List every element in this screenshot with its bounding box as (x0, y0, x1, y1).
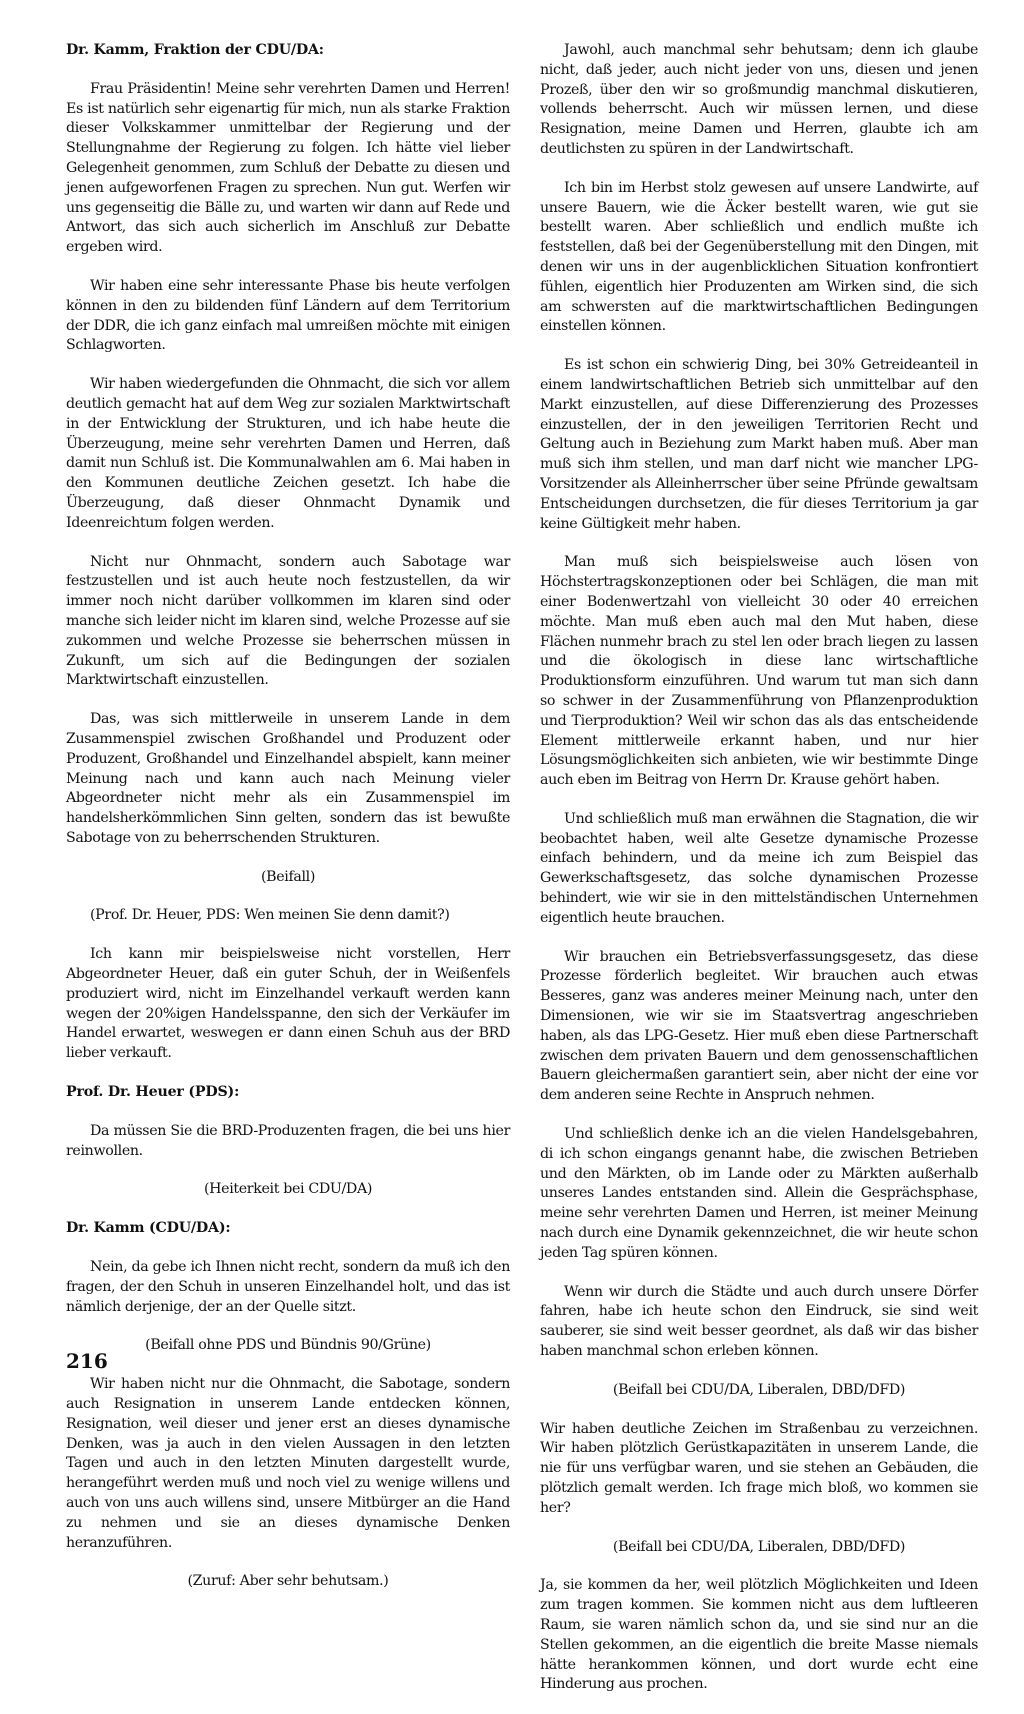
paragraph: Ich kann mir beispielsweise nicht vorstellen, Herr Abgeordneter Heuer, daß ein guter Schuh, der in Weißenfels produziert wird, nicht im Einzelhandel verkauft werden kann wegen der 20%igen Handelsspanne, den sich der Verkäufer im Handel erwartet, weswegen er dann einen Schuh aus der BRD lieber verkauft. (66, 946, 510, 1062)
paragraph: Wir haben eine sehr interessante Phase bis heute verfolgen können in den zu bildenden fünf Ländern auf dem Territorium der DDR, die ich ganz einfach mal umreißen möchte mit einigen Schlagworten. (66, 277, 510, 354)
left-column (66, 41, 510, 1611)
paragraph: Frau Präsidentin! Meine sehr verehrten Damen und Herren! Es ist natürlich sehr eigenartig für mich, nun als starke Fraktion dieser Volkskammer unmittelbar der Regierung und der Stellungnahme der Regierung zu folgen. Ich hätte viel lieber Gelegenheit genommen, zum Schluß der Debatte zu diesen und jenen aufgeworfenen Fragen zu sprechen. Nun gut. Werfen wir uns gegenseitig die Bälle zu, und warten wir dann auf Rede und Antwort, das sich auch sicherlich im Anschluß zur Debatte ergeben wird. (66, 80, 510, 256)
interjection: (Heiterkeit bei CDU/DA) (203, 1181, 373, 1198)
paragraph: Es ist schon ein schwierig Ding, bei 30% Getreideanteil in einem landwirtschaftlichen Betrieb sich unmittelbar auf den Markt einzustellen, auf diese Differenzierung des Prozesses einzustellen, der in den jeweiligen Territorien Recht und Geltung auch in Beziehung zum Markt haben muß. Aber man muß sich ihm stellen, und man darf nicht wie mancher LPG-Vorsitzender als Alleinherrscher über seine Pfründe gewaltsam Entscheidungen durchsetzen, die für dieses Territorium ja gar keine Gültigkeit mehr haben. (540, 357, 978, 532)
paragraph: Und schließlich muß man erwähnen die Stagnation, die wir beobachtet haben, weil alte Gesetze dynamische Prozesse einfach behindern, und da meine ich zum Beispiel das Gewerkschaftsgesetz, das solche dynamischen Prozesse behindert, wie wir sie in den mittelständischen Unternehmen eigentlich heute brauchen. (540, 810, 978, 926)
interjection: (Beifall) (260, 868, 316, 885)
right-column (540, 41, 978, 1714)
interjection: (Beifall bei CDU/DA, Liberalen, DBD/DFD) (612, 1538, 906, 1555)
paragraph: Wir haben nicht nur die Ohnmacht, die Sabotage, sondern auch Resignation in unserem Lande entdecken können, Resignation, weil dieser und jener erst an dieses dynamische Denken, was ja auch in den vielen Aussagen in den letzten Tagen und auch in den letzten Minuten dargestellt wurde, herangeführt werden muß und noch viel zu wenige willens und auch von uns auch willens sind, unsere Mitbürger an die Hand zu nehmen und sie an dieses dynamische Denken heranzuführen. (66, 1376, 510, 1551)
paragraph: Nein, da gebe ich Ihnen nicht recht, sondern da muß ich den fragen, der den Schuh in unseren Einzelhandel holt, und das ist nämlich derjenige, der an der Quelle sitzt. (66, 1259, 510, 1315)
paragraph: (Prof. Dr. Heuer, PDS: Wen meinen Sie denn damit?) (90, 907, 450, 924)
paragraph: Ja, sie kommen da her, weil plötzlich Möglichkeiten und Ideen zum tragen kommen. Sie kommen nicht aus dem luftleeren Raum, sie waren nämlich schon da, und sie sind nur an die Stellen gekommen, an die eigentlich die breite Masse niemals hätte herankommen können, und dort wurde echt eine Hinderung aus prochen. (540, 1577, 978, 1693)
paragraph: Wir haben wiedergefunden die Ohnmacht, die sich vor allem deutlich gemacht hat auf dem Weg zur sozialen Marktwirtschaft in der Entwicklung der Strukturen, und ich habe heute die Überzeugung, meine sehr verehrten Damen und Herren, daß damit nun Schluß ist. Die Kommunalwahlen am 6. Mai haben in den Kommunen deutliche Zeichen gesetzt. Ich habe die Überzeugung, daß dieser Ohnmacht Dynamik und Ideenreichtum folgen werden. (66, 376, 510, 531)
paragraph: Ich bin im Herbst stolz gewesen auf unsere Landwirte, auf unsere Bauern, wie die Äcker bestellt waren, wie gut sie bestellt waren. Aber schließlich und endlich mußte ich feststellen, daß bei der Gegenüberstellung mit den Dingen, mit denen wir uns in der augenblicklichen Situation konfrontiert fühlen, eigentlich hier Produzenten am Wirken sind, die sich am schwersten auf die marktwirtschaftlichen Bedingungen einstellen können. (540, 179, 978, 335)
paragraph: Das, was sich mittlerweile in unserem Lande in dem Zusammenspiel zwischen Großhandel und Produzent oder Produzent, Großhandel und Einzelhandel abspielt, kann meiner Meinung nach und kann auch nach Meinung vieler Abgeordneter nicht mehr als ein Zusammenspiel im handelsherkömmlichen Sinn gelten, sondern das ist bewußte Sabotage von zu beherrschenden Strukturen. (66, 711, 510, 846)
speaker-heading: Prof. Dr. Heuer (PDS): (66, 1084, 240, 1101)
paragraph: Man muß sich beispielsweise auch lösen von Höchstertragskonzeptionen oder bei Schlägen, die man mit einer Bodenwertzahl von vielleicht 30 oder 40 erreichen möchte. Man muß eben auch mal den Mut haben, diese Flächen nunmehr brach zu stel len oder brach liegen zu lassen und die ökologisch in diese lanc wirtschaftliche Produktionsform einzuführen. Und warum tut man sich dann so schwer in der Zusammenführung von Pflanzenproduktion und Tierproduktion? Weil wir schon das als das entscheidende Element mittlerweile erkannt haben, und nur hier Lösungsmöglichkeiten sich anbieten, wie wir bestimmte Dinge auch eben im Beitrag von Herrn Dr. Krause gehört haben. (540, 554, 978, 789)
interjection: (Beifall ohne PDS und Bündnis 90/Grüne) (145, 1337, 431, 1354)
paragraph: Da müssen Sie die BRD-Produzenten fragen, die bei uns hier reinwollen. (66, 1122, 510, 1159)
paragraph: Wenn wir durch die Städte und auch durch unsere Dörfer fahren, habe ich heute schon den Eindruck, sie sind weit sauberer, sie sind weit besser geordnet, als daß wir das bisher haben manchmal schon erleben können. (540, 1283, 978, 1360)
speaker-heading: Dr. Kamm (CDU/DA): (66, 1220, 231, 1237)
speaker-heading: Dr. Kamm, Fraktion der CDU/DA: (66, 42, 324, 58)
paragraph: Jawohl, auch manchmal sehr behutsam; denn ich glaube nicht, daß jeder, auch nicht jeder von uns, diesen und jenen Prozeß, über den wir so großmundig manchmal diskutieren, vollends beherrscht. Auch wir müssen lernen, und diese Resignation, meine Damen und Herren, glaubte ich am deutlichsten zu spüren in der Landwirtschaft. (540, 42, 978, 157)
page-number: 216 (66, 1349, 108, 1373)
paragraph: Nicht nur Ohnmacht, sondern auch Sabotage war festzustellen und ist auch heute noch festzustellen, da wir immer noch nicht darüber vollkommen im klaren sind oder manche sich leider nicht im klaren sind, welche Prozesse auf sie zukommen und welche Prozesse sie beherrschen müssen in Zukunft, um sich auf die Bedingungen der sozialen Marktwirtschaft einzustellen. (66, 553, 510, 689)
interjection: (Beifall bei CDU/DA, Liberalen, DBD/DFD) (612, 1381, 906, 1398)
paragraph: Wir haben deutliche Zeichen im Straßenbau zu verzeichnen. Wir haben plötzlich Gerüstkapazitäten in unserem Lande, die nie für uns verfügbar waren, und sie stehen an Gebäuden, die plötzlich gemalt werden. Ich frage mich bloß, wo kommen sie her? (540, 1420, 978, 1516)
paragraph: Wir brauchen ein Betriebsverfassungsgesetz, das diese Prozesse förderlich begleitet. Wir brauchen auch etwas Besseres, ganz was anderes meiner Meinung nach, unter den Dimensionen, wie wir sie im Staatsvertrag angeschrieben haben, als das LPG-Gesetz. Hier muß eben diese Partnerschaft zwischen dem privaten Bauern und dem genossenschaftlichen Bauern gleichermaßen garantiert sein, aber nicht der eine vor dem anderen seine Rechte in Anspruch nehmen. (540, 948, 978, 1104)
paragraph: Und schließlich denke ich an die vielen Handelsgebahren, di ich schon eingangs genannt habe, die zwischen Betrieben und den Märkten, ob im Lande oder zu Märkten außerhalb unseres Landes entstanden sind. Allein die Gesprächsphase, meine sehr verehrten Damen und Herren, ist meiner Meinung nach durch eine Dynamik gekennzeichnet, die wir heute schon jeden Tag spüren können. (540, 1126, 978, 1261)
interjection: (Zuruf: Aber sehr behutsam.) (187, 1573, 389, 1590)
